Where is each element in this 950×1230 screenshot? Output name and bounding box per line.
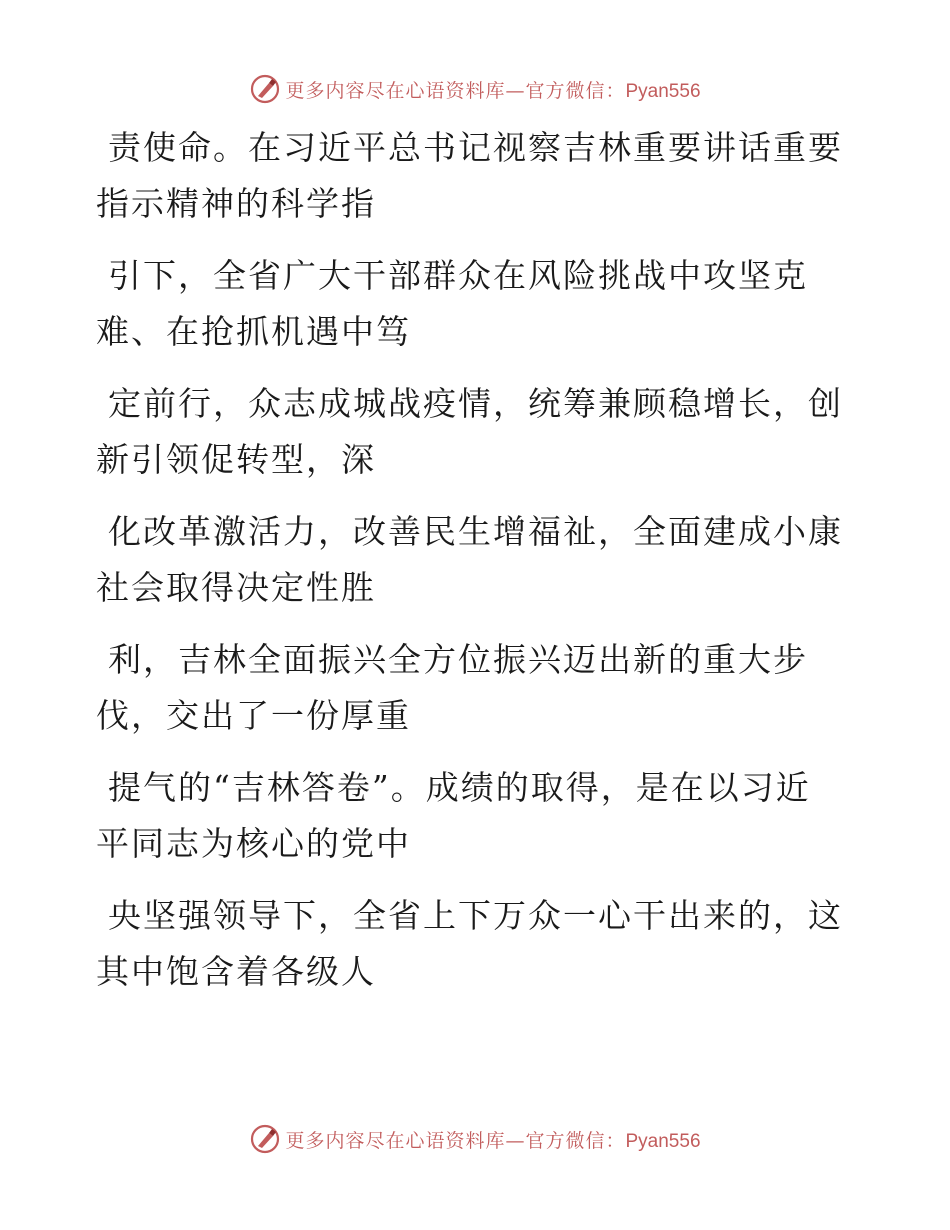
paragraph-4 [96, 504, 843, 616]
paragraph-2 [96, 248, 836, 360]
text-line: 定前行，众志成城战疫情，统筹兼顾稳增长，创 [108, 384, 843, 423]
footer-text: 更多内容尽在心语资料库—官方微信：Pyan556 [285, 1129, 701, 1152]
pen-logo-icon [249, 73, 281, 105]
paragraph-3 [96, 376, 843, 488]
text-line: 难、在抢抓机遇中笃 [96, 312, 411, 351]
header-text: 更多内容尽在心语资料库—官方微信：Pyan556 [285, 79, 701, 102]
paragraph-6 [96, 760, 836, 872]
text-line: 央坚强领导下，全省上下万众一心干出来的，这 [108, 896, 843, 935]
paragraph-7 [96, 888, 843, 1000]
text-line: 利，吉林全面振兴全方位振兴迈出新的重大步 [108, 640, 808, 679]
document-body [96, 120, 843, 1000]
text-line: 平同志为核心的党中 [96, 824, 411, 863]
text-line: 引下，全省广大干部群众在风险挑战中攻坚克 [108, 256, 808, 295]
text-line: 其中饱含着各级人 [96, 952, 376, 991]
paragraph-5 [96, 632, 836, 744]
text-line: 提气的“吉林答卷”。成绩的取得，是在以习近 [108, 768, 811, 807]
text-line: 化改革激活力，改善民生增福祉，全面建成小康 [108, 512, 843, 551]
footer-watermark [0, 1122, 950, 1156]
text-line: 指示精神的科学指 [96, 184, 376, 223]
text-line: 社会取得决定性胜 [96, 568, 376, 607]
header-watermark [0, 72, 950, 106]
text-line: 新引领促转型，深 [96, 440, 376, 479]
text-line: 伐，交出了一份厚重 [96, 696, 411, 735]
text-line: 责使命。在习近平总书记视察吉林重要讲话重要 [108, 128, 843, 167]
pen-logo-icon [249, 1123, 281, 1155]
paragraph-1 [96, 120, 843, 232]
